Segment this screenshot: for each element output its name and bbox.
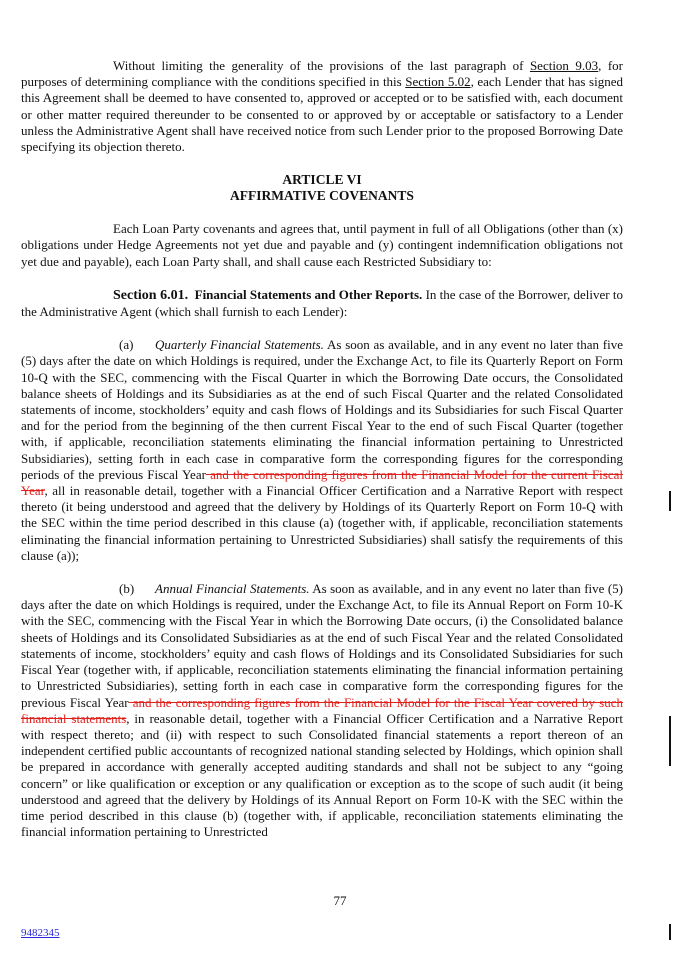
clause-b-title: Annual Financial Statements. bbox=[155, 581, 310, 597]
clause-a-paragraph bbox=[21, 337, 623, 564]
clause-a-text-2: , all in reasonable detail, together with a Financial Officer Certification and a Narrative Report with respect thereto (it being understood and agreed that the delivery by Holdings of its Quarterly Report on Form 10-Q with the SEC within the time period described in this clause (a) (together with, if applicable, reconciliation statements eliminating the financial information pertaining to Unrestricted Subsidiaries) shall satisfy the requirements of this clause (a)); bbox=[21, 483, 623, 563]
article-lead-paragraph: Each Loan Party covenants and agrees that, until payment in full of all Obligations (other than (x) obligations under Hedge Agreements not yet due and payable and (y) contingent indemnification obligations not yet due and payable), each Loan Party shall, and shall cause each Restricted Subsidiary to: bbox=[21, 221, 623, 269]
article-title: AFFIRMATIVE COVENANTS bbox=[230, 188, 414, 204]
section-6-01-paragraph bbox=[21, 287, 623, 320]
section-title: Financial Statements and Other Reports. bbox=[194, 286, 423, 302]
section-9-03-reference: Section 9.03 bbox=[529, 58, 599, 73]
intro-text-1: Without limiting the generality of the provisions of the last paragraph of bbox=[113, 58, 530, 73]
intro-text-3: , each Lender that has signed this Agreement shall be deemed to have consented to, approved or accepted or to be satisfied with, each document or other matter required thereunder to be consented to or approved by or acceptable or satisfactory to a Lender unless the Administrative Agent shall have received notice from such Lender prior to the proposed Borrowing Date specifying its objection thereto. bbox=[21, 74, 623, 155]
clause-a-deleted-text: and the corresponding figures from the Financial Model for the current Fiscal Year bbox=[21, 466, 623, 499]
clause-b-text-1: As soon as available, and in any event no later than five (5) days after the date on which Holdings is required, under the Exchange Act, to file its Annual Report on Form 10-K with the SEC, commencing with the Fiscal Year in which the Borrowing Date occurs, (i) the Consolidated balance sheets of Holdings and its Consolidated Subsidiaries as at the end of such Fiscal Year and the related Consolidated statements of income, stockholders’ equity and cash flows of Holdings and its Consolidated Subsidiaries for such Fiscal Year (together with, if applicable, reconciliation statements eliminating the financial information pertaining to Unrestricted Subsidiaries), setting forth in each case in comparative form the corresponding figures for the previous Fiscal Year bbox=[21, 581, 624, 710]
change-bar-footer bbox=[669, 924, 671, 940]
clause-a-text-1: As soon as available, and in any event no later than five (5) days after the date on which Holdings is required, under the Exchange Act, to file its Quarterly Report on Form 10-Q with the SEC, commencing with the Fiscal Quarter in which the Borrowing Date occurs, the Consolidated balance sheets of Holdings and its Subsidiaries as at the end of such Fiscal Quarter and the related Consolidated statements of income, stockholders’ equity and cash flows of Holdings and its Subsidiaries for such Fiscal Quarter and for the period from the beginning of the then current Fiscal Year to the end of such Fiscal Quarter (together with, if applicable, reconciliation statements eliminating the financial information pertaining to Unrestricted Subsidiaries), setting forth in each case in comparative form the corresponding figures for the corresponding periods of the previous Fiscal Year bbox=[21, 337, 623, 482]
change-bar-clause-b bbox=[669, 716, 671, 766]
intro-text-2: , for purposes of determining compliance with the conditions specified in this bbox=[21, 58, 623, 90]
article-number: ARTICLE VI bbox=[282, 172, 362, 188]
clause-b-label: (b) bbox=[119, 581, 135, 597]
clause-b-text-2: , in reasonable detail, together with a Financial Officer Certification and a Narrative Report with respect thereto; and (ii) with respect to such Consolidated financial statements a report thereon of an independent certified public accountants of recognized national standing selected by Holdings, which opinion shall be prepared in accordance with generally accepted auditing standards and shall not be subject to any “going concern” or like qualification or exception or any qualification or exception as to the scope of such audit (it being understood and agreed that the delivery by Holdings of its Annual Report on Form 10-K with the SEC within the time period described in this clause (b) (together with, if applicable, reconciliation statements eliminating the financial information pertaining to Unrestricted bbox=[21, 710, 623, 840]
section-5-02-reference: Section 5.02 bbox=[405, 74, 471, 90]
page-number: 77 bbox=[333, 893, 347, 908]
document-page bbox=[21, 58, 623, 840]
clause-b-paragraph bbox=[21, 581, 623, 840]
clause-a-title: Quarterly Financial Statements. bbox=[155, 337, 324, 353]
clause-a-label: (a) bbox=[119, 337, 134, 353]
document-id-link[interactable]: 9482345 bbox=[21, 927, 60, 939]
section-number: Section 6.01. bbox=[113, 287, 189, 303]
section-lead: In the case of the Borrower, deliver to the Administrative Agent (which shall furnish to each Lender): bbox=[21, 286, 623, 320]
change-bar-clause-a bbox=[669, 491, 671, 511]
intro-paragraph bbox=[21, 58, 623, 155]
clause-b-deleted-text: and the corresponding figures from the Financial Model for the Fiscal Year covered by such financial statements bbox=[21, 694, 624, 726]
